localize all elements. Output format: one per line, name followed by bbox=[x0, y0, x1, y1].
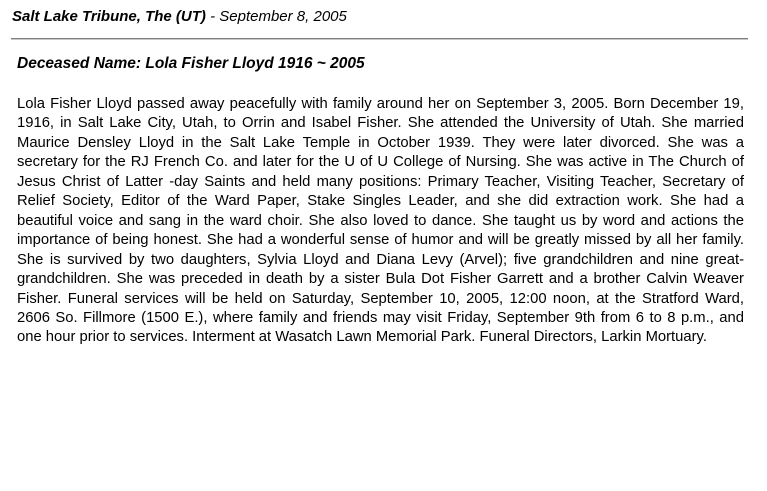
publication-source: Salt Lake Tribune, The (UT) bbox=[12, 8, 206, 25]
obituary-body: Lola Fisher Lloyd passed away peacefully with family around her on September 3, 2005. Born December 19, 1916, in Salt Lake City, Utah, to Orrin and Isabel Fisher. She attended the University of Utah. She married Maurice Densley Lloyd in the Salt Lake Temple in October 1939. They were later divorced. She was a secretary for the RJ French Co. and later for the U of U College of Nursing. She was active in The Church of Jesus Christ of Latter -day Saints and held many positions: Primary Teacher, Visiting Teacher, Secretary of Relief Society, Editor of the Ward Paper, Stake Singles Leader, and she did extraction work. She had a beautiful voice and sang in the ward choir. She also loved to dance. She taught us by word and actions the importance of being honest. She had a wonderful sense of humor and will be greatly missed by all her family. She is survived by two daughters, Sylvia Lloyd and Diana Levy (Arvel); five grandchildren and nine great-grandchildren. She was preceded in death by a sister Bula Dot Fisher Garrett and a brother Calvin Weaver Fisher. Funeral services will be held on Saturday, September 10, 2005, 12:00 noon, at the Stratford Ward, 2606 So. Fillmore (1500 E.), where family and friends may visit Friday, September 9th from 6 to 8 p.m., and one hour prior to services. Interment at Wasatch Lawn Memorial Park. Funeral Directors, Larkin Mortuary. bbox=[17, 96, 744, 346]
header-separator: - bbox=[205, 8, 220, 25]
publication-header bbox=[12, 7, 752, 27]
deceased-name-heading: Deceased Name: Lola Fisher Lloyd 1916 ~ 2005 bbox=[17, 55, 365, 72]
publication-date: September 8, 2005 bbox=[219, 8, 347, 25]
header-divider bbox=[11, 38, 748, 40]
